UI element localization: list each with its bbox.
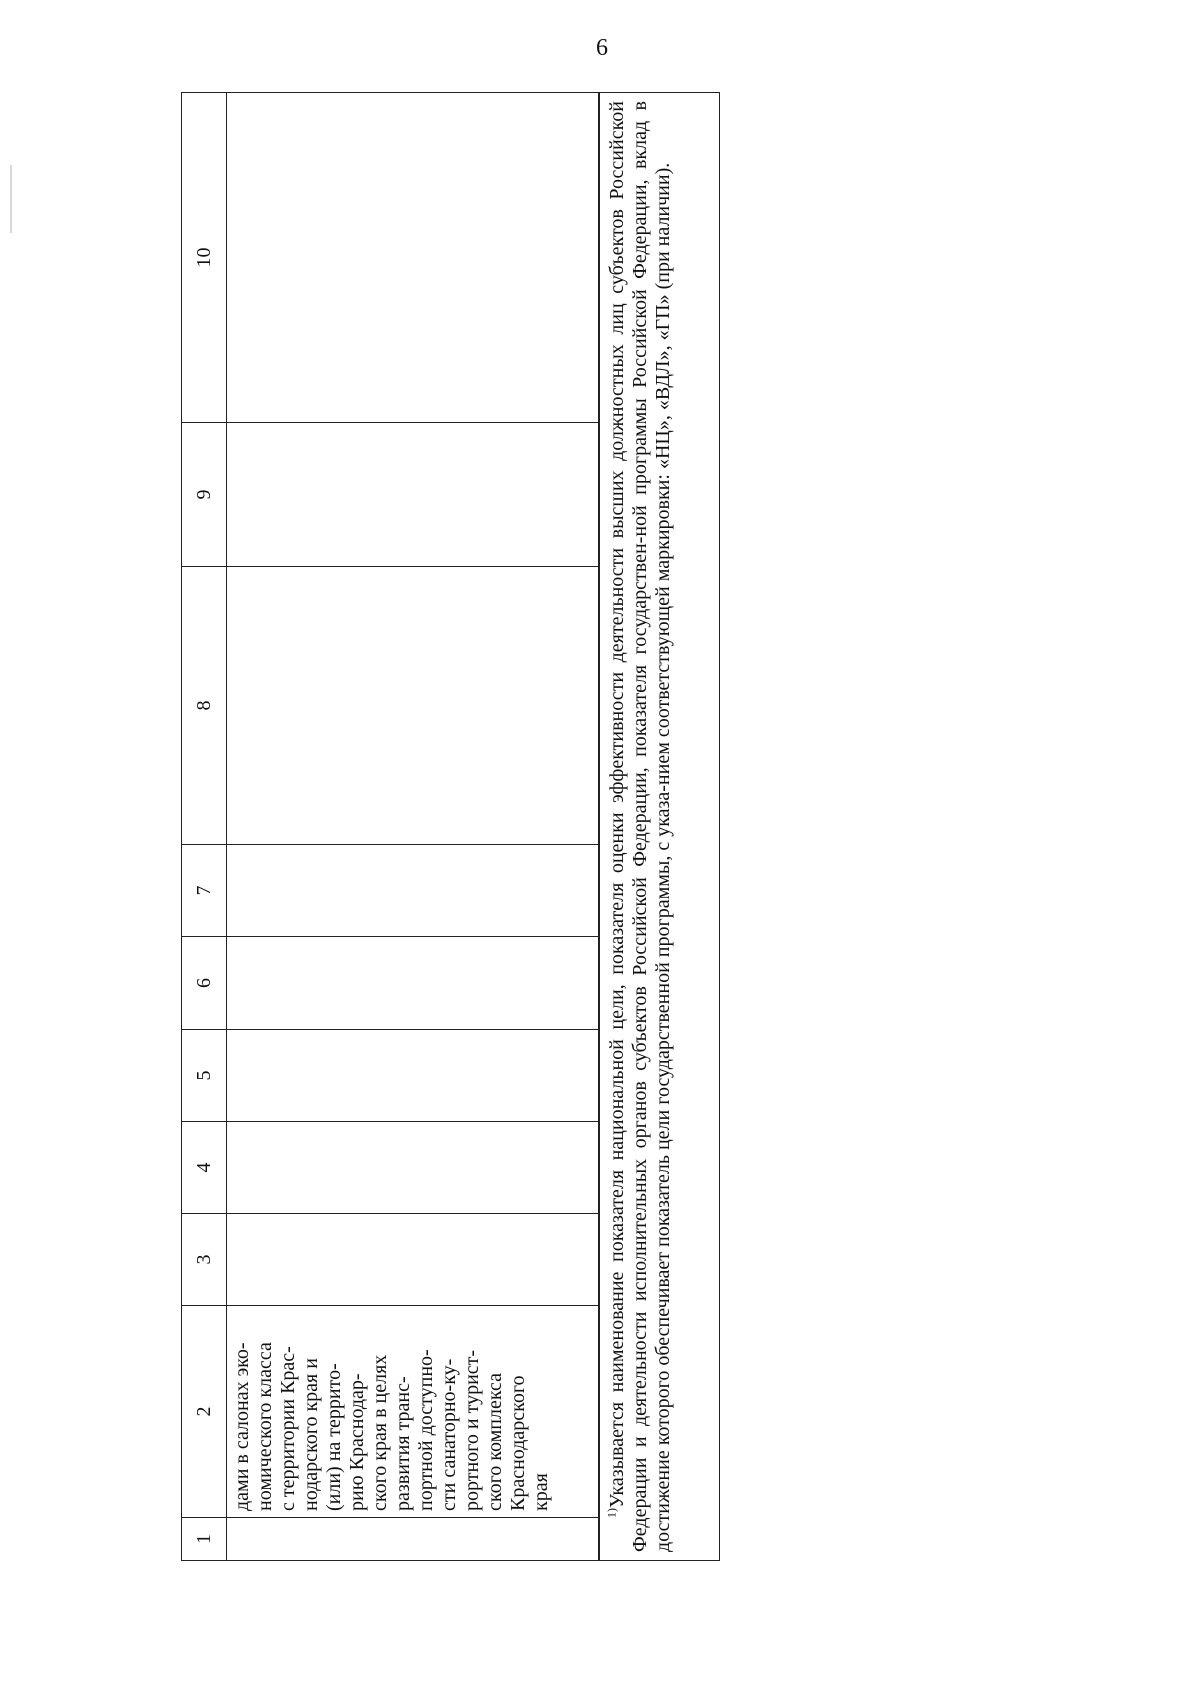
footnote-row <box>599 93 720 1561</box>
column-header-5: 5 <box>182 1030 227 1122</box>
column-header-7: 7 <box>182 845 227 937</box>
cell-col10 <box>227 93 600 423</box>
cell-col6 <box>227 937 600 1030</box>
indicator-table <box>181 92 720 1561</box>
scan-artifact <box>10 165 12 233</box>
footnote-text-block <box>600 93 675 1560</box>
cell-col9 <box>227 423 600 567</box>
cell-col1 <box>227 1518 600 1561</box>
page-number: 6 <box>596 35 608 61</box>
column-header-3: 3 <box>182 1214 227 1306</box>
column-header-6: 6 <box>182 937 227 1030</box>
indicator-name-text: дами в салонах эко- номического класса с территории Крас- нодарского края и (или) на террито- рию Краснодар- ского края в целях развития транс- портной доступно- сти санаторно-ку- рортного и турист- ского комплекса Краснодарского края <box>231 1342 552 1511</box>
cell-col5 <box>227 1030 600 1122</box>
footnote-text: Указывается наименование показателя национальной цели, показателя оценки эффективности деятельности высших должностных лиц субъектов Российской Федерации и деятельности исполнительных органов субъектов Российской Федерации, показателя государствен-ной программы Российской Федерации, вклад в достижение которого обеспечивает показатель цели государственной программы, с указа-нием соответствующей маркировки: «НЦ», «ВДЛ», «ГП» (при наличии). <box>606 101 674 1552</box>
column-header-9: 9 <box>182 423 227 567</box>
cell-col7 <box>227 845 600 937</box>
cell-col3 <box>227 1214 600 1306</box>
column-header-1: 1 <box>182 1518 227 1561</box>
cell-col8 <box>227 567 600 845</box>
rotated-table-sheet <box>181 93 1200 1552</box>
column-header-4: 4 <box>182 1122 227 1214</box>
column-header-10: 10 <box>182 93 227 423</box>
footnote-cell <box>599 93 720 1561</box>
cell-col4 <box>227 1122 600 1214</box>
footnote-marker: 1) <box>604 1508 619 1518</box>
column-header-2: 2 <box>182 1306 227 1518</box>
cell-col2 <box>227 1306 600 1518</box>
column-header-8: 8 <box>182 567 227 845</box>
table-row <box>227 93 600 1561</box>
table-header-row <box>182 93 227 1561</box>
